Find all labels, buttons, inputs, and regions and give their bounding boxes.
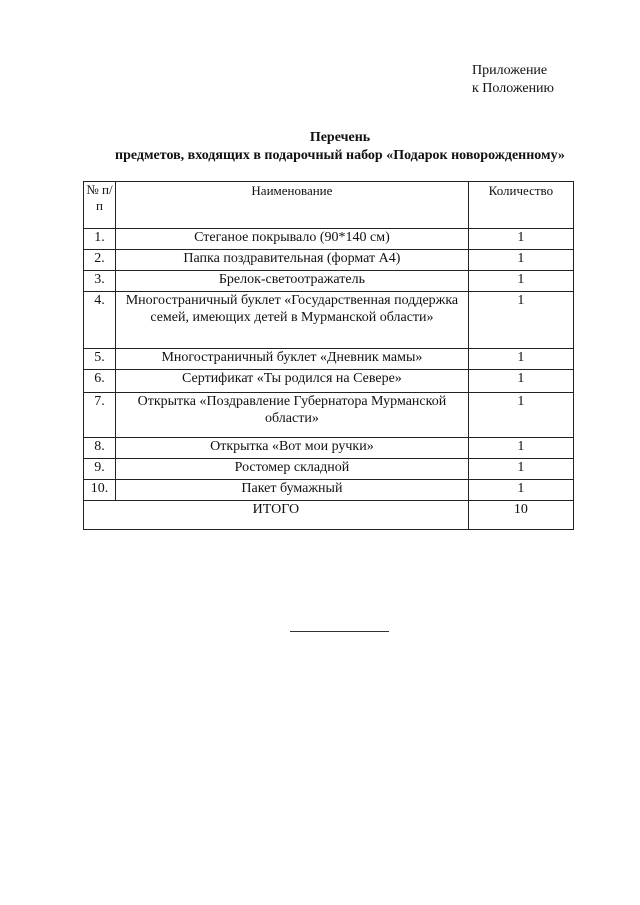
row-name: Папка поздравительная (формат А4): [116, 250, 469, 271]
row-quantity: 1: [468, 349, 573, 370]
annex-line-1: Приложение: [472, 63, 548, 78]
row-number: 6.: [84, 370, 116, 393]
table-row: [84, 459, 574, 480]
row-quantity: 1: [468, 271, 573, 292]
table-row: [84, 438, 574, 459]
row-quantity: 1: [468, 480, 573, 501]
row-name: Открытка «Поздравление Губернатора Мурманской области»: [116, 393, 469, 438]
row-name: Многостраничный буклет «Государственная поддержка семей, имеющих детей в Мурманской области»: [116, 292, 469, 349]
row-quantity: 1: [468, 438, 573, 459]
table-row: [84, 250, 574, 271]
row-quantity: 1: [468, 393, 573, 438]
table-row: [84, 480, 574, 501]
row-number: 10.: [84, 480, 116, 501]
table-row: [84, 370, 574, 393]
row-number: 8.: [84, 438, 116, 459]
row-quantity: 1: [468, 370, 573, 393]
total-quantity: 10: [468, 501, 573, 530]
row-name: Стеганое покрывало (90*140 см): [116, 229, 469, 250]
table-row: [84, 271, 574, 292]
row-quantity: 1: [468, 250, 573, 271]
row-name: Ростомер складной: [116, 459, 469, 480]
document-title: [80, 129, 600, 165]
row-name: Открытка «Вот мои ручки»: [116, 438, 469, 459]
annex-line-2: к Положению: [472, 81, 555, 96]
header-quantity: Количество: [468, 182, 573, 229]
row-name: Брелок-светоотражатель: [116, 271, 469, 292]
row-number: 5.: [84, 349, 116, 370]
header-number: № п/п: [84, 182, 116, 229]
row-number: 7.: [84, 393, 116, 438]
total-row: [84, 501, 574, 530]
row-quantity: 1: [468, 459, 573, 480]
end-separator-line: [290, 631, 389, 632]
title-line-1: Перечень: [309, 130, 371, 145]
annex-reference: [472, 62, 622, 98]
row-name: Пакет бумажный: [116, 480, 469, 501]
table-row: [84, 349, 574, 370]
row-number: 3.: [84, 271, 116, 292]
table-header-row: [84, 182, 574, 229]
row-number: 1.: [84, 229, 116, 250]
row-number: 2.: [84, 250, 116, 271]
header-name: Наименование: [116, 182, 469, 229]
row-quantity: 1: [468, 292, 573, 349]
table-row: [84, 292, 574, 349]
row-number: 9.: [84, 459, 116, 480]
row-name: Многостраничный буклет «Дневник мамы»: [116, 349, 469, 370]
items-table: [83, 181, 574, 530]
row-name: Сертификат «Ты родился на Севере»: [116, 370, 469, 393]
table-row: [84, 229, 574, 250]
total-label: ИТОГО: [84, 501, 469, 530]
title-line-2: предметов, входящих в подарочный набор «Подарок новорожденному»: [115, 148, 565, 163]
row-quantity: 1: [468, 229, 573, 250]
table-row: [84, 393, 574, 438]
row-number: 4.: [84, 292, 116, 349]
